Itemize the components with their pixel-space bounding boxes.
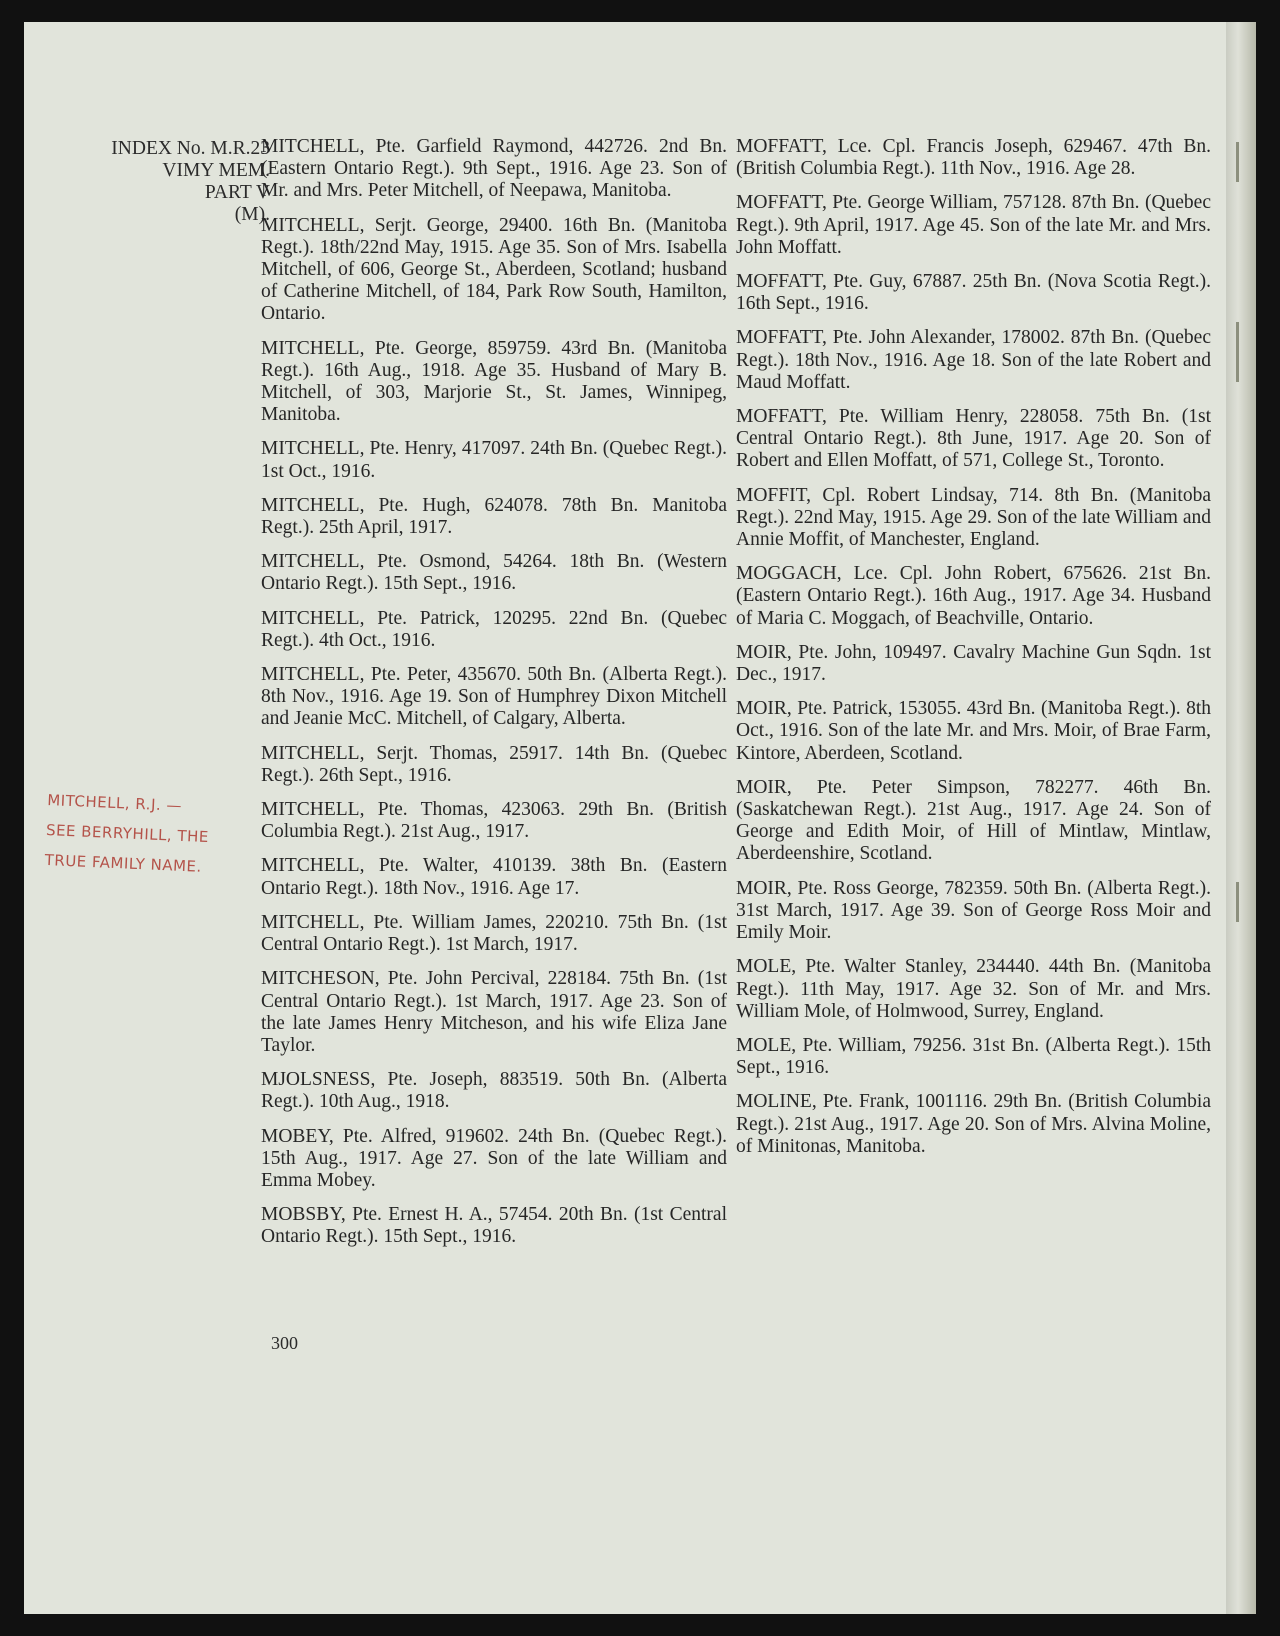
casualty-entry: MITCHELL, Pte. William James, 220210. 75th Bn. (1st Central Ontario Regt.). 1st March, 1917.	[261, 911, 727, 956]
page-number: 300	[271, 1333, 298, 1353]
memorial-name: VIMY MEM.	[162, 160, 270, 181]
section-letter: (M).	[234, 204, 270, 225]
casualty-entry: MJOLSNESS, Pte. Joseph, 883519. 50th Bn. (Alberta Regt.). 10th Aug., 1918.	[261, 1069, 727, 1113]
index-number: INDEX No. M.R.23	[111, 138, 270, 159]
annotation-line: SEE BERRYHILL, THE	[45, 820, 210, 847]
book-spine-edge	[1226, 22, 1256, 1614]
casualty-entry: MOGGACH, Lce. Cpl. John Robert, 675626. 21st Bn. (Eastern Ontario Regt.). 16th Aug., 1917. Age 34. Husband of Maria C. Moggach, of Beachville, Ontario.	[736, 563, 1211, 629]
casualty-entry: MOFFATT, Pte. John Alexander, 178002. 87th Bn. (Quebec Regt.). 18th Nov., 1916. Age 18. Son of the late Robert and Maud Moffatt.	[736, 327, 1211, 393]
casualty-entry: MITCHELL, Pte. Henry, 417097. 24th Bn. (Quebec Regt.). 1st Oct., 1916.	[261, 438, 727, 482]
right-column	[736, 136, 1211, 1170]
binding-mark	[1236, 882, 1239, 922]
casualty-entry: MOBEY, Pte. Alfred, 919602. 24th Bn. (Quebec Regt.). 15th Aug., 1917. Age 27. Son of the late William and Emma Mobey.	[261, 1125, 727, 1191]
casualty-entry: MITCHELL, Pte. Thomas, 423063. 29th Bn. (British Columbia Regt.). 21st Aug., 1917.	[261, 799, 727, 843]
casualty-entry: MOFFATT, Pte. William Henry, 228058. 75th Bn. (1st Central Ontario Regt.). 8th June, 1917. Age 20. Son of Robert and Ellen Moffatt, of 571, College St., Toronto.	[736, 406, 1211, 472]
left-column	[261, 136, 727, 1261]
casualty-entry: MOLE, Pte. William, 79256. 31st Bn. (Alberta Regt.). 15th Sept., 1916.	[736, 1034, 1211, 1079]
casualty-entry: MOLE, Pte. Walter Stanley, 234440. 44th Bn. (Manitoba Regt.). 11th May, 1917. Age 32. Son of Mr. and Mrs. William Mole, of Holmwood, Surrey, England.	[736, 956, 1211, 1022]
casualty-entry: MITCHELL, Pte. Walter, 410139. 38th Bn. (Eastern Ontario Regt.). 18th Nov., 1916. Age 17.	[261, 855, 727, 899]
index-reference	[60, 138, 270, 226]
casualty-entry: MOBSBY, Pte. Ernest H. A., 57454. 20th Bn. (1st Central Ontario Regt.). 15th Sept., 1916.	[261, 1204, 727, 1248]
casualty-entry: MITCHESON, Pte. John Percival, 228184. 75th Bn. (1st Central Ontario Regt.). 1st March, 1917. Age 23. Son of the late James Henry Mitcheson, and his wife Eliza Jane Taylor.	[261, 968, 727, 1056]
binding-mark	[1236, 322, 1239, 382]
casualty-entry: MOIR, Pte. Ross George, 782359. 50th Bn. (Alberta Regt.). 31st March, 1917. Age 39. Son of George Ross Moir and Emily Moir.	[736, 877, 1211, 944]
casualty-entry: MITCHELL, Pte. Garfield Raymond, 442726. 2nd Bn. (Eastern Ontario Regt.). 9th Sept., 1916. Age 23. Son of Mr. and Mrs. Peter Mitchell, of Neepawa, Manitoba.	[261, 136, 727, 202]
part-number: PART V	[204, 182, 270, 203]
casualty-entry: MOFFIT, Cpl. Robert Lindsay, 714. 8th Bn. (Manitoba Regt.). 22nd May, 1915. Age 29. Son of the late William and Annie Moffit, of Manchester, England.	[736, 484, 1211, 551]
casualty-entry: MITCHELL, Pte. Osmond, 54264. 18th Bn. (Western Ontario Regt.). 15th Sept., 1916.	[261, 551, 727, 595]
casualty-entry: MITCHELL, Pte. Hugh, 624078. 78th Bn. Manitoba Regt.). 25th April, 1917.	[261, 494, 727, 539]
casualty-entry: MOFFATT, Pte. Guy, 67887. 25th Bn. (Nova Scotia Regt.). 16th Sept., 1916.	[736, 271, 1211, 315]
casualty-entry: MITCHELL, Pte. George, 859759. 43rd Bn. (Manitoba Regt.). 16th Aug., 1918. Age 35. Husband of Mary B. Mitchell, of 303, Marjorie St., St. James, Winnipeg, Manitoba.	[261, 337, 727, 426]
annotation-line: TRUE FAMILY NAME.	[44, 850, 203, 876]
casualty-entry: MITCHELL, Pte. Peter, 435670. 50th Bn. (Alberta Regt.). 8th Nov., 1916. Age 19. Son of Humphrey Dixon Mitchell and Jeanie McC. Mitchell, of Calgary, Alberta.	[261, 664, 727, 730]
casualty-entry: MOFFATT, Lce. Cpl. Francis Joseph, 629467. 47th Bn. (British Columbia Regt.). 11th Nov., 1916. Age 28.	[736, 136, 1211, 180]
casualty-entry: MOIR, Pte. John, 109497. Cavalry Machine Gun Sqdn. 1st Dec., 1917.	[736, 641, 1211, 686]
casualty-entry: MOLINE, Pte. Frank, 1001116. 29th Bn. (British Columbia Regt.). 21st Aug., 1917. Age 20. Son of Mrs. Alvina Moline, of Minitonas, Manitoba.	[736, 1091, 1211, 1157]
casualty-entry: MOIR, Pte. Peter Simpson, 782277. 46th Bn. (Saskatchewan Regt.). 21st Aug., 1917. Age 24. Son of George and Edith Moir, of Hill of Mintlaw, Mintlaw, Aberdeenshire, Scotland.	[736, 776, 1211, 865]
casualty-entry: MOIR, Pte. Patrick, 153055. 43rd Bn. (Manitoba Regt.). 8th Oct., 1916. Son of the late Mr. and Mrs. Moir, of Brae Farm, Kintore, Aberdeen, Scotland.	[736, 698, 1211, 764]
annotation-line: MITCHELL, R.J. —	[46, 790, 183, 815]
casualty-entry: MITCHELL, Serjt. Thomas, 25917. 14th Bn. (Quebec Regt.). 26th Sept., 1916.	[261, 742, 727, 786]
document-page	[24, 22, 1250, 1614]
casualty-entry: MITCHELL, Pte. Patrick, 120295. 22nd Bn. (Quebec Regt.). 4th Oct., 1916.	[261, 607, 727, 651]
binding-mark	[1236, 142, 1239, 182]
casualty-entry: MITCHELL, Serjt. George, 29400. 16th Bn. (Manitoba Regt.). 18th/22nd May, 1915. Age 35. Son of Mrs. Isabella Mitchell, of 606, George St., Aberdeen, Scotland; husband of Catherine Mitchell, of 184, Park Row South, Hamilton, Ontario.	[261, 214, 727, 325]
handwritten-annotation	[44, 785, 288, 885]
casualty-entry: MOFFATT, Pte. George William, 757128. 87th Bn. (Quebec Regt.). 9th April, 1917. Age 45. Son of the late Mr. and Mrs. John Moffatt.	[736, 192, 1211, 258]
